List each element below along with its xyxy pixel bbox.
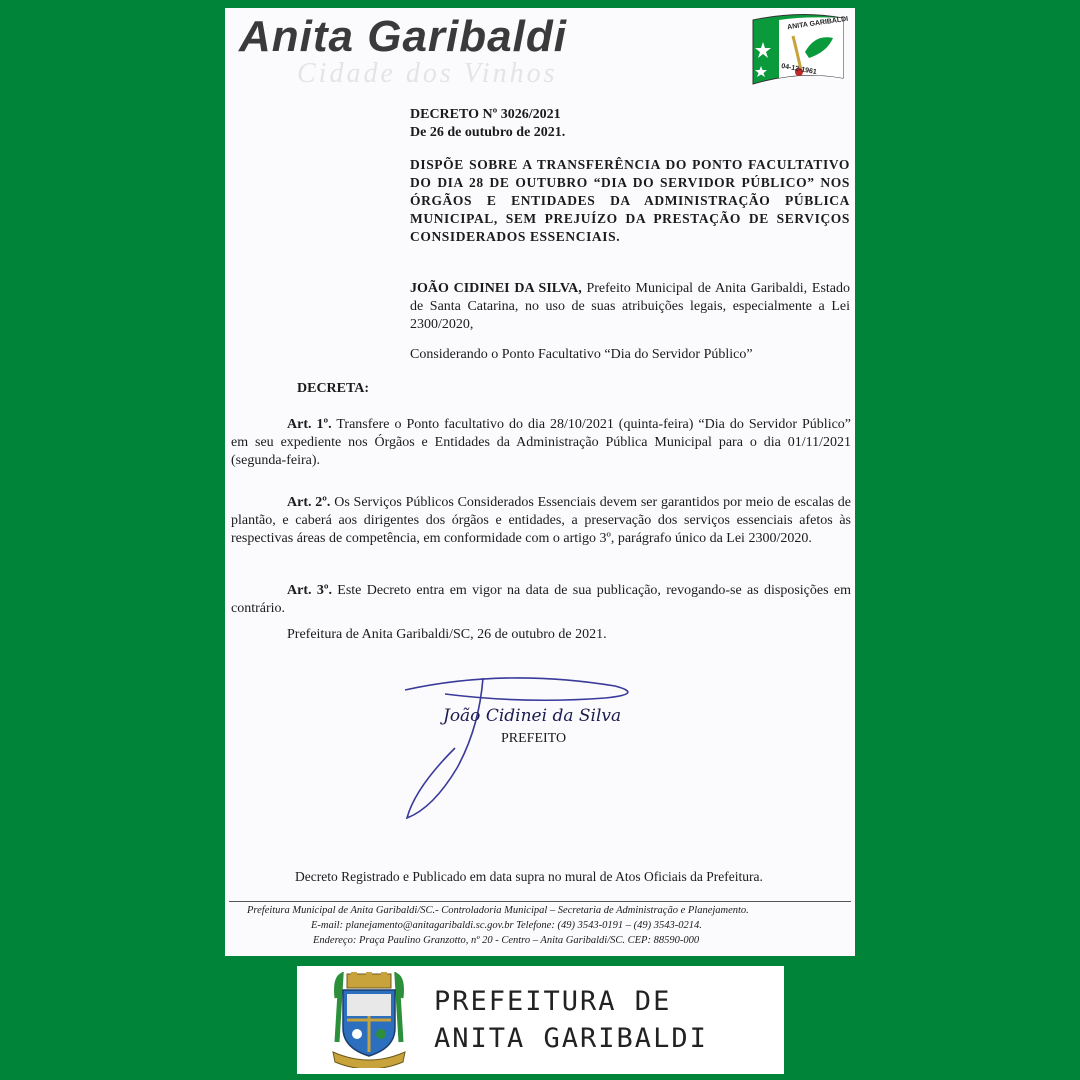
decree-date: De 26 de outubro de 2021. <box>410 125 566 140</box>
footer-line-3: Endereço: Praça Paulino Granzotto, nº 20 - Centro – Anita Garibaldi/SC. CEP: 88590-000 <box>313 935 700 946</box>
article-label: Art. 1º. <box>287 417 332 432</box>
prefecture-banner <box>297 966 784 1074</box>
article-label: Art. 2º. <box>287 495 331 510</box>
flag-top-label: ANITA GARIBALDI <box>786 15 849 32</box>
decree-document <box>225 8 855 956</box>
banner-title-line-1: PREFEITURA DE <box>434 986 672 1017</box>
article-2 <box>231 494 851 548</box>
letterhead-title: Anita Garibaldi <box>239 12 567 61</box>
preamble-text: Prefeito Municipal de Anita Garibaldi, Estado de Santa Catarina, no uso de suas atribuições legais, especialmente a Lei 2300/2020, <box>410 281 850 332</box>
footer-divider <box>229 901 851 902</box>
article-label: Art. 3º. <box>287 583 332 598</box>
banner-title-line-2: ANITA GARIBALDI <box>434 1023 708 1054</box>
coat-of-arms-icon <box>327 972 411 1068</box>
decreta-heading: DECRETA: <box>297 381 370 396</box>
article-3 <box>231 582 851 618</box>
signature-scribble <box>385 668 665 848</box>
place-and-date: Prefeitura de Anita Garibaldi/SC, 26 de outubro de 2021. <box>287 627 607 642</box>
article-text: Este Decreto entra em vigor na data de sua publicação, revogando-se as disposições em contrário. <box>231 583 851 616</box>
registration-note: Decreto Registrado e Publicado em data supra no mural de Atos Oficiais da Prefeitura. <box>295 869 763 884</box>
footer-line-1: Prefeitura Municipal de Anita Garibaldi/SC.- Controladoria Municipal – Secretaria de Administração e Planejamento. <box>247 905 749 916</box>
footer-line-2: E-mail: planejamento@anitagaribaldi.sc.gov.br Telefone: (49) 3543-0191 – (49) 3543-0214. <box>311 920 702 931</box>
preamble <box>410 280 850 334</box>
flag-date-label: 04-12-1961 <box>780 62 818 77</box>
letterhead-subtitle: Cidade dos Vinhos <box>297 58 558 89</box>
decree-summary: DISPÕE SOBRE A TRANSFERÊNCIA DO PONTO FACULTATIVO DO DIA 28 DE OUTUBRO “DIA DO SERVIDOR PÚBLICO” NOS ÓRGÃOS E ENTIDADES DA ADMINISTRAÇÃO PÚBLICA MUNICIPAL, SEM PREJUÍZO DA PRESTAÇÃO DE SERVIÇOS CONSIDERADOS ESSENCIAIS. <box>410 157 850 244</box>
article-1 <box>231 416 851 470</box>
decree-number: DECRETO Nº 3026/2021 <box>410 107 561 122</box>
considering-clause: Considerando o Ponto Facultativo “Dia do Servidor Público” <box>410 347 753 362</box>
article-text: Os Serviços Públicos Considerados Essenciais devem ser garantidos por meio de escalas de plantão, e caberá aos dirigentes dos órgãos e entidades, a preservação dos serviços essenciais afetos às respectivas áreas de competência, em conformidade com o artigo 3º, parágrafo único da Lei 2300/2020. <box>231 495 851 546</box>
signer-role: PREFEITO <box>501 731 567 746</box>
article-text: Transfere o Ponto facultativo do dia 28/10/2021 (quinta-feira) “Dia do Servidor Público” em seu expediente nos Órgãos e Entidades da Administração Pública Municipal para o dia 01/11/2021 (segunda-feira). <box>231 417 852 468</box>
mayor-name: JOÃO CIDINEI DA SILVA, <box>410 281 582 296</box>
signature-name: João Cidinei da Silva <box>443 706 622 726</box>
